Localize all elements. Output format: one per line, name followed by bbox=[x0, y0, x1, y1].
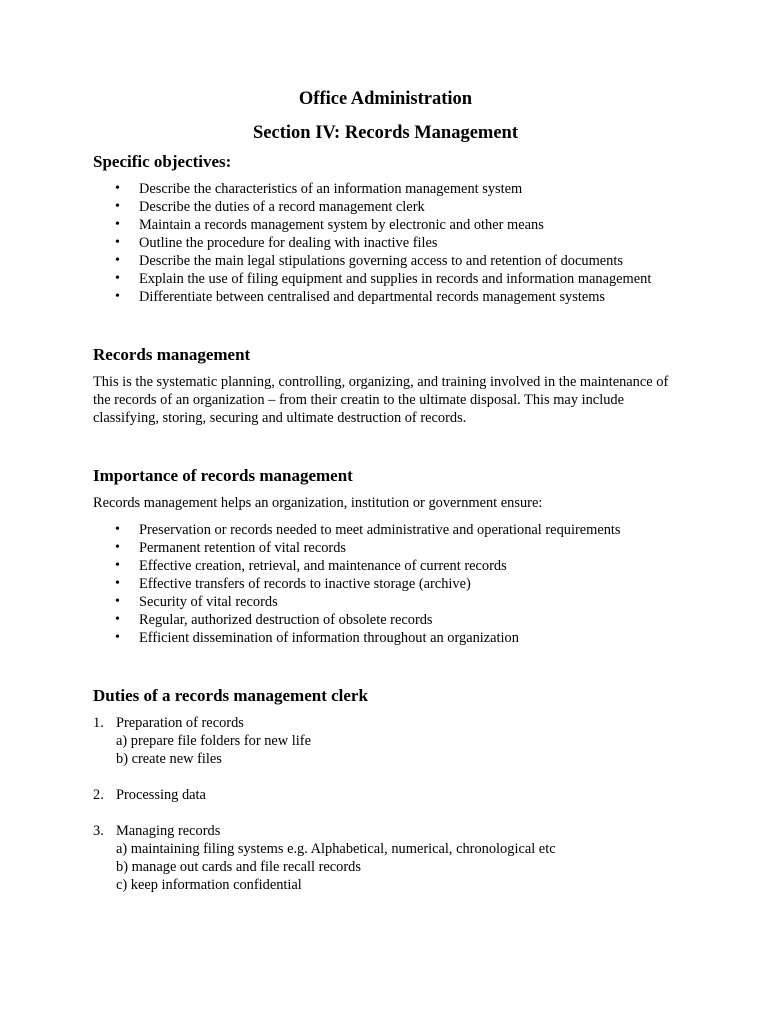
importance-intro: Records management helps an organization, institution or government ensure: bbox=[93, 495, 543, 511]
bullet-icon: • bbox=[115, 181, 120, 196]
list-item: • Regular, authorized destruction of obsolete records bbox=[115, 612, 433, 628]
bullet-icon: • bbox=[115, 540, 120, 555]
importance-heading: Importance of records management bbox=[93, 466, 353, 485]
document-title: Office Administration bbox=[298, 89, 473, 109]
bullet-icon: • bbox=[115, 576, 120, 591]
bullet-icon: • bbox=[115, 289, 120, 304]
importance-list bbox=[93, 521, 678, 647]
list-item: • Security of vital records bbox=[115, 594, 278, 610]
objectives-list bbox=[93, 180, 678, 306]
sub-item: c) keep information confidential bbox=[116, 877, 302, 893]
bullet-icon: • bbox=[115, 522, 120, 537]
bullet-icon: • bbox=[115, 558, 120, 573]
bullet-icon: • bbox=[115, 594, 120, 609]
list-item: • Permanent retention of vital records bbox=[115, 540, 346, 556]
bullet-icon: • bbox=[115, 630, 120, 645]
item-number: 2. bbox=[93, 787, 104, 803]
list-item bbox=[93, 786, 678, 804]
item-number: 3. bbox=[93, 823, 104, 839]
bullet-icon: • bbox=[115, 612, 120, 627]
section-title: Section IV: Records Management bbox=[253, 123, 518, 143]
list-item: • Differentiate between centralised and departmental records management systems bbox=[115, 289, 606, 305]
duties-heading: Duties of a records management clerk bbox=[93, 686, 368, 705]
bullet-icon: • bbox=[115, 217, 120, 232]
list-item: • Preservation or records needed to meet administrative and operational requirements bbox=[115, 522, 621, 538]
bullet-icon: • bbox=[115, 271, 120, 286]
item-label: Processing data bbox=[116, 787, 206, 803]
item-number: 1. bbox=[93, 715, 104, 731]
list-item: • Maintain a records management system by electronic and other means bbox=[115, 217, 544, 233]
list-item: • Efficient dissemination of information throughout an organization bbox=[115, 630, 519, 646]
sub-item: a) maintaining filing systems e.g. Alphabetical, numerical, chronological etc bbox=[116, 841, 556, 857]
item-label: Preparation of records bbox=[116, 715, 244, 731]
item-label: Managing records bbox=[116, 823, 221, 839]
records-paragraph: This is the systematic planning, controlling, organizing, and training involved in the maintenance of the records of an organization – from their creatin to the ultimate disposal. This may include classifying, storing, securing and ultimate destruction of records. bbox=[93, 374, 669, 426]
duties-list bbox=[93, 714, 678, 894]
sub-item: a) prepare file folders for new life bbox=[116, 733, 311, 749]
list-item: • Outline the procedure for dealing with inactive files bbox=[115, 235, 438, 251]
list-item bbox=[93, 714, 678, 768]
bullet-icon: • bbox=[115, 253, 120, 268]
bullet-icon: • bbox=[115, 199, 120, 214]
list-item bbox=[93, 822, 678, 894]
bullet-icon: • bbox=[115, 235, 120, 250]
list-item: • Describe the main legal stipulations governing access to and retention of documents bbox=[115, 253, 623, 269]
list-item: • Effective transfers of records to inactive storage (archive) bbox=[115, 576, 471, 592]
sub-item: b) create new files bbox=[116, 751, 222, 767]
records-heading: Records management bbox=[93, 345, 251, 364]
list-item: • Explain the use of filing equipment and supplies in records and information management bbox=[115, 271, 652, 287]
list-item: • Describe the duties of a record management clerk bbox=[115, 199, 425, 215]
list-item: • Effective creation, retrieval, and maintenance of current records bbox=[115, 558, 507, 574]
list-item: • Describe the characteristics of an information management system bbox=[115, 181, 523, 197]
sub-item: b) manage out cards and file recall records bbox=[116, 859, 361, 875]
objectives-heading: Specific objectives: bbox=[93, 152, 232, 171]
document-page bbox=[93, 86, 678, 894]
